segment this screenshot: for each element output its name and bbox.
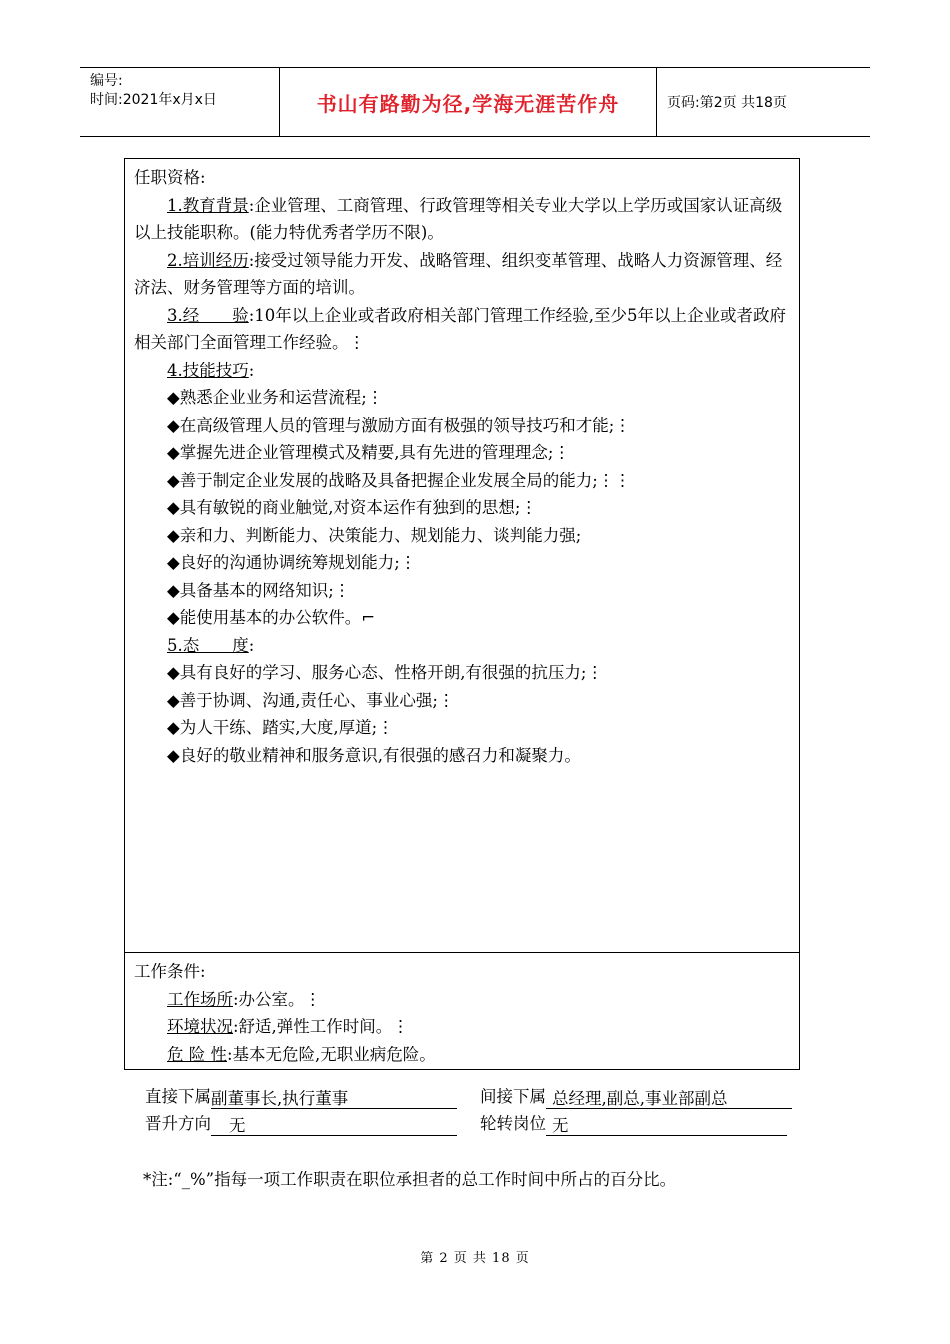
attitude-item: ◆良好的敬业精神和服务意识,有很强的感召力和凝聚力。 bbox=[167, 745, 581, 765]
training-label: 2.培训经历 bbox=[167, 250, 249, 270]
header-page-info: 页码:第2页 共18页 bbox=[667, 95, 787, 111]
education-paragraph bbox=[134, 192, 791, 247]
env-label: 环境状况 bbox=[167, 1017, 233, 1036]
rotation-value: 无 bbox=[546, 1115, 787, 1136]
number-label: 编号: bbox=[90, 73, 123, 89]
env-row bbox=[134, 1013, 791, 1041]
place-row bbox=[134, 986, 791, 1014]
rotation-row bbox=[480, 1112, 787, 1136]
skill-item: ◆熟悉企业业务和运营流程;⋮ bbox=[167, 388, 384, 407]
footnote: *注:“_%”指每一项工作职责在职位承担者的总工作时间中所占的百分比。 bbox=[143, 1170, 677, 1189]
direct-value: 副董事长,执行董事 bbox=[211, 1088, 457, 1109]
experience-label: 3.经 验 bbox=[167, 305, 249, 325]
attitude-label: 5.态 度 bbox=[167, 635, 249, 655]
attitude-heading bbox=[134, 632, 791, 660]
skill-item: ◆在高级管理人员的管理与激励方面有极强的领导技巧和才能;⋮ bbox=[167, 415, 631, 435]
skill-item: ◆亲和力、判断能力、决策能力、规划能力、谈判能力强; bbox=[167, 525, 582, 545]
skill-item: ◆能使用基本的办公软件。⌐ bbox=[167, 608, 376, 627]
env-text: :舒适,弹性工作时间。⋮ bbox=[233, 1017, 409, 1036]
time-label: 时间:2021年x月x日 bbox=[90, 92, 217, 108]
attitude-colon: : bbox=[248, 635, 255, 655]
skill-item: ◆良好的沟通协调统筹规划能力;⋮ bbox=[167, 553, 417, 572]
attitude-item: ◆善于协调、沟通,责任心、事业心强;⋮ bbox=[167, 690, 455, 710]
conditions-title: 工作条件: bbox=[134, 962, 206, 981]
training-paragraph bbox=[134, 247, 791, 302]
skill-item: ◆具有敏锐的商业触觉,对资本运作有独到的思想;⋮ bbox=[167, 498, 537, 517]
indirect-subordinate-row bbox=[480, 1085, 792, 1109]
rotation-label: 轮转岗位 bbox=[480, 1114, 546, 1133]
skills-label: 4.技能技巧 bbox=[167, 360, 249, 380]
promotion-label: 晋升方向 bbox=[145, 1114, 211, 1133]
qualifications-section bbox=[125, 159, 799, 953]
skills-colon: : bbox=[248, 360, 255, 380]
experience-text: :10年以上企业或者政府相关部门管理工作经验,至少5年以上企业或者政府相关部门全面管理工作经验。⋮ bbox=[134, 305, 787, 352]
conditions-section bbox=[125, 953, 799, 1069]
experience-paragraph bbox=[134, 302, 791, 357]
training-text: :接受过领导能力开发、战略管理、组织变革管理、战略人力资源管理、经济法、财务管理等方面的培训。 bbox=[134, 250, 783, 297]
skills-heading bbox=[134, 357, 791, 385]
document-header bbox=[80, 67, 870, 137]
risk-text: :基本无危险,无职业病危险。 bbox=[227, 1044, 436, 1064]
header-motto: 书山有路勤为径,学海无涯苦作舟 bbox=[280, 68, 657, 136]
page-footer: 第 2 页 共 18 页 bbox=[420, 1251, 530, 1266]
promotion-row bbox=[145, 1112, 457, 1136]
place-label: 工作场所 bbox=[167, 989, 233, 1009]
education-text: :企业管理、工商管理、行政管理等相关专业大学以上学历或国家认证高级以上技能职称。(能力特优秀者学历不限)。 bbox=[134, 195, 783, 242]
attitude-item: ◆为人干练、踏实,大度,厚道;⋮ bbox=[167, 718, 394, 737]
indirect-value: 总经理,副总,事业部副总 bbox=[546, 1088, 792, 1109]
risk-label: 危 险 性 bbox=[167, 1044, 227, 1064]
direct-subordinate-row bbox=[145, 1085, 457, 1109]
header-meta bbox=[80, 68, 280, 136]
promotion-value: 无 bbox=[211, 1115, 457, 1136]
skill-item: ◆善于制定企业发展的战略及具备把握企业发展全局的能力;⋮⋮ bbox=[167, 470, 631, 490]
qualifications-title: 任职资格: bbox=[134, 168, 206, 187]
place-text: :办公室。⋮ bbox=[233, 989, 322, 1009]
attitude-item: ◆具有良好的学习、服务心态、性格开朗,有很强的抗压力;⋮ bbox=[167, 663, 603, 682]
education-label: 1.教育背景 bbox=[167, 195, 249, 215]
risk-row bbox=[134, 1041, 791, 1069]
skill-item: ◆具备基本的网络知识;⋮ bbox=[167, 580, 351, 600]
indirect-label: 间接下属 bbox=[480, 1087, 546, 1106]
direct-label: 直接下属 bbox=[145, 1087, 211, 1106]
requirements-table bbox=[124, 158, 800, 1070]
skill-item: ◆掌握先进企业管理模式及精要,具有先进的管理理念;⋮ bbox=[167, 443, 570, 462]
